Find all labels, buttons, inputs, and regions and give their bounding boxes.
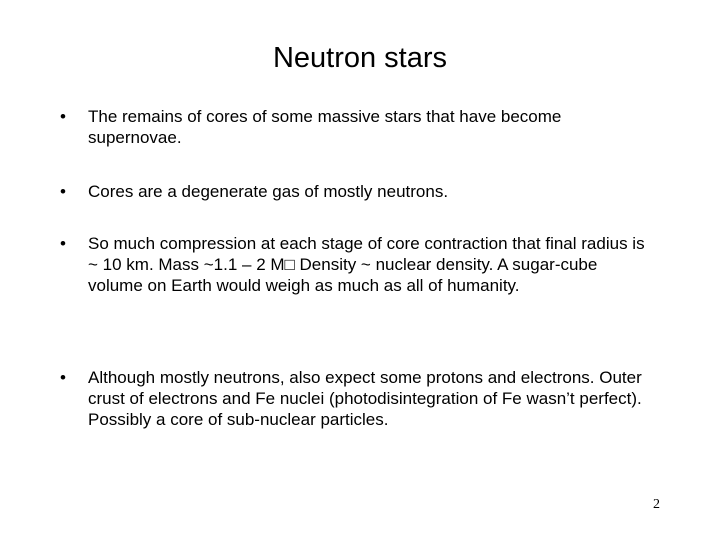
bullet-text: The remains of cores of some massive stars that have become supernovae. [88, 107, 562, 147]
bullet-text: Cores are a degenerate gas of mostly neutrons. [88, 182, 449, 201]
bullet-item [60, 181, 650, 202]
page-number: 2 [653, 497, 660, 512]
bullet-marker: • [60, 182, 66, 201]
bullet-marker: • [60, 234, 66, 253]
bullet-text: So much compression at each stage of core contraction that final radius is ~ 10 km. Mass ~1.1 – 2 M□ Density ~ nuclear density. A sugar-cube volume on Earth would weigh as much as all of humanity. [88, 234, 645, 295]
bullet-marker: • [60, 368, 66, 387]
bullet-item [60, 233, 650, 296]
bullet-item [60, 367, 650, 430]
bullet-item [60, 106, 650, 148]
slide-title: Neutron stars [272, 42, 448, 74]
bullet-text: Although mostly neutrons, also expect some protons and electrons. Outer crust of electrons and Fe nuclei (photodisintegration of Fe wasn’t perfect). Possibly a core of sub-nuclear particles. [88, 368, 642, 429]
bullet-marker: • [60, 107, 66, 126]
